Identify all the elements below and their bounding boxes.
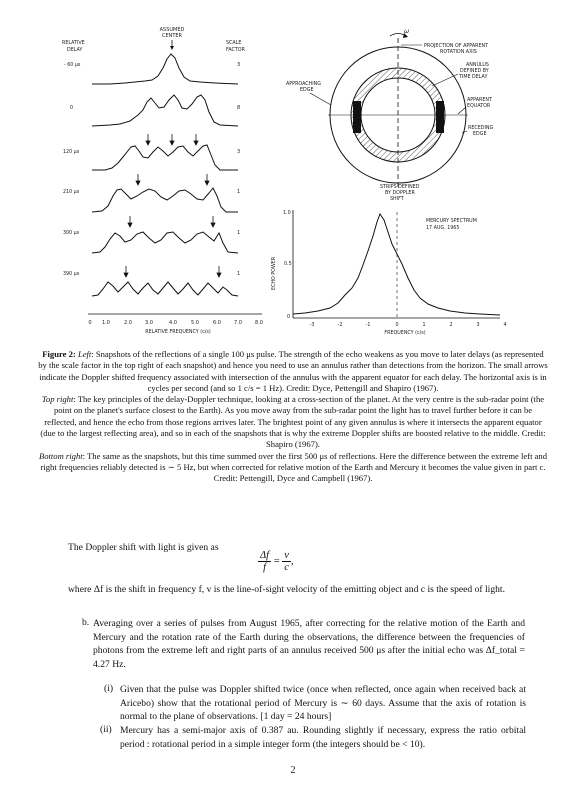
assumed-center-label-1: ASSUMED [159,27,185,33]
scale-label-3: 3 [237,149,241,155]
page-number: 2 [290,765,296,776]
spectrum-x-tick-5: 1 [422,323,426,328]
spectrum-y-label: ECHO POWER [272,256,277,290]
approaching-edge-label-1: APPROACHING [286,82,321,87]
spectrum-x-tick-3: -1 [365,323,371,328]
relative-delay-label-1: RELATIVE [62,41,85,46]
left-x-axis-label: RELATIVE FREQUENCY (c/s) [145,330,211,335]
scale-label-1: 3 [237,62,241,68]
receding-edge-label-1: RECEDING [468,126,494,131]
eq-lhs-den: f [263,562,266,573]
part-b-text: Averaging over a series of pulses from August 1965, after correcting for the relative motion of the Earth and Mercury and the rotation rate of the Earth during the observations, the difference between the frequencies of photons from the extreme left and right parts of an annulus received 500 μs after the initial echo was Δf_total = 4.27 Hz. [93,618,525,670]
spectrum-x-tick-6: 2 [449,323,453,328]
part-ii-text: Mercury has a semi-major axis of 0.387 au. Rounding slightly if necessary, express the ratio orbital period : rotational period in a simple integer form (the integers should be < 10). [120,725,526,750]
projection-axis-label-2: ROTATION AXIS [440,50,477,55]
scale-label-2: 8 [237,105,241,111]
spectrum-x-label: FREQUENCY (c/s) [384,331,426,336]
snapshot-trace-3 [92,145,241,170]
assumed-center-label-2: CENTER [161,33,183,39]
left-x-tick-1: 0 [88,320,92,326]
scale-label-4: 1 [237,189,241,195]
figure [0,0,586,345]
caption-bottom-right-tag: Bottom right [38,450,83,461]
receding-edge-label-2: EDGE [473,132,487,137]
scale-factor-label-1: SCALE [226,41,242,46]
spectrum-y-tick-2: 0.5 [284,262,292,267]
eq-equals: = [273,555,280,567]
strips-label-1: STRIPS DEFINED [380,185,420,190]
apparent-equator-label-1: APPARENT [467,98,492,103]
approaching-edge-label-2: EDGE [300,88,314,93]
eq-rhs-num: v [284,550,289,561]
delay-label-2: 0 [70,106,74,111]
planet-diagram [286,28,493,202]
snapshot-trace-1 [92,54,241,84]
spectrum-x-tick-4: 0 [395,323,399,328]
left-x-tick-4: 3.0 [145,320,153,326]
eq-lhs-num: Δf [260,550,270,561]
spectrum-x-tick-2: -2 [337,323,343,328]
caption-bottom-right-text: : The same as the snapshots, but this time summed over the first 500 μs of reflections. Here the difference between the extreme left and right frequencies reliably detected is ∼ 5 Hz, but when corrected for relative motion of the Earth and Mercury it becomes the value given in part c. Credit: Pettengill, Dyce and Campbell (1967). [40,450,548,484]
spectrum-plot [271,210,507,336]
left-x-tick-8: 7.0 [234,320,242,326]
spectrum-y-tick-3: 0 [287,315,291,320]
spectrum-x-tick-8: 4 [503,323,507,328]
snapshot-trace-2 [92,95,241,126]
annulus-label-2: DEFINED BY [460,69,489,74]
spectrum-x-tick-7: 3 [476,323,480,328]
strips-label-3: SHIFT [390,197,404,202]
spectrum-y-tick-1: 1.0 [283,211,291,216]
delay-label-1: - 60 μs [64,63,81,68]
snapshot-trace-6 [92,282,238,296]
left-panel [62,27,263,335]
caption-left-text: : Snapshots of the reflections of a single 100 μs pulse. The strength of the echo weakens as you move to later delays (as represented by the scale factor in the top right of each snapshot) and hence you need to use an annulus rather than detections from the horizon. The small arrows indicate the Doppler shifted frequency associated with intersection of the annulus with the apparent equator for each delay. The horizontal axis is in cycles per second (and so 1 c/s = 1 Hz). Credit: Dyce, Pettengill and Shapiro (1967). [38,349,548,393]
spectrum-title-1: MERCURY SPECTRUM [426,219,477,224]
spectrum-trace [293,214,500,315]
left-x-tick-3: 2.0 [124,320,132,326]
strips-label-2: BY DOPPLER [385,191,415,196]
spectrum-x-tick-1: -3 [309,323,315,328]
caption-left-tag: Left [77,349,92,359]
left-x-tick-6: 5.0 [191,320,199,326]
left-x-tick-9: 8.0 [255,320,263,326]
scale-factor-label-2: FACTOR [226,48,245,53]
doppler-equation [258,550,294,573]
snapshot-trace-5 [92,230,241,253]
projection-axis-label-1: PROJECTION OF APPARENT [424,44,489,49]
figure-caption [38,349,548,485]
delay-label-4: 210 μs [63,190,80,195]
caption-top-right-text: : The key principles of the delay-Doppler technique, looking at a cross-section of the planet. At the very centre is the sub-radar point (the point on the planet's surface closest to the Earth). As you move away from the sub-radar point the light has to travel further before it can be reflected, and hence the echo from those regions arrives later. The brightest point of any given annulus is where it intersects the apparent equator (due to the largest reflecting area), and so in each of the snapshots that is why the extreme Doppler shifts are boosted relative to the middle. Credit: Shapiro (1967). [40,394,546,450]
scale-label-6: 1 [237,271,241,277]
doppler-intro: The Doppler shift with light is given as [68,542,219,553]
snapshot-trace-4 [92,188,241,212]
relative-delay-label-2: DELAY [67,48,83,53]
annulus-label-1: ANNULUS [466,63,489,68]
left-x-tick-7: 6.0 [213,320,221,326]
where-text: where Δf is the shift in frequency f, v is the line-of-sight velocity of the emitting object and c is the speed of light. [68,584,505,595]
eq-rhs-den: c [284,562,289,573]
delay-label-3: 120 μs [63,150,80,155]
caption-lead: Figure 2: [42,349,76,359]
scale-label-5: 1 [237,230,241,236]
delay-label-5: 300 μs [63,231,80,236]
eq-comma: , [290,555,294,567]
annulus-label-3: TIME DELAY [459,75,488,80]
left-x-tick-2: 1.0 [102,320,110,326]
caption-top-right-tag: Top right [41,394,74,405]
part-ii-label: (ii) [100,724,112,735]
omega-symbol: ω [404,28,410,35]
left-x-tick-5: 4.0 [169,320,177,326]
delay-label-6: 390 μs [63,272,80,277]
spectrum-title-2: 17 AUG. 1965 [426,226,460,231]
part-i-label: (i) [104,683,114,694]
part-b-label: b. [82,617,90,628]
part-i-text: Given that the pulse was Doppler shifted twice (once when reflected, once again when received back at Aricebo) show that the rotational period of Mercury is ∼ 60 days. Assume that the axis of rotation is normal to the plane of observations. [1 day = 24 hours] [120,684,526,723]
apparent-equator-label-2: EQUATOR [467,104,491,109]
